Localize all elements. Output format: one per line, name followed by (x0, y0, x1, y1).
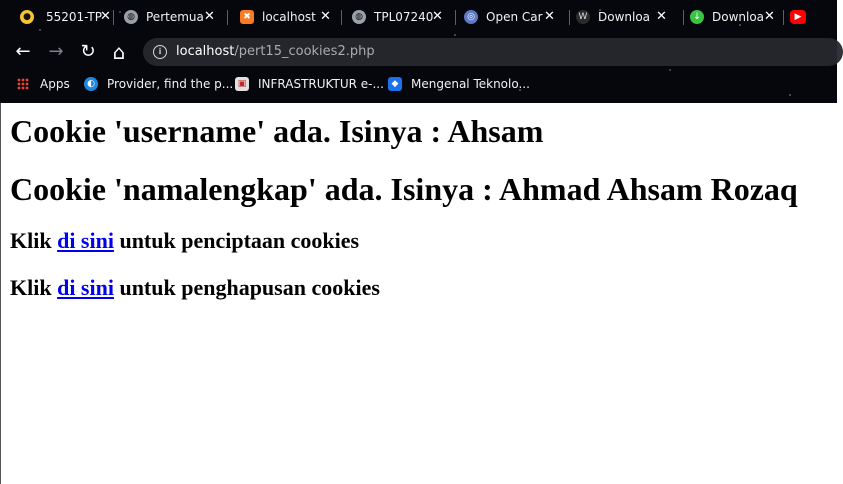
line-prefix: Klik (10, 275, 58, 300)
back-icon[interactable]: ← (15, 41, 31, 62)
bookmark-label: Apps (40, 77, 70, 91)
tab-download-2[interactable] (684, 0, 784, 34)
bookmark-label: INFRASTRUKTUR e-... (258, 77, 384, 91)
bookmark-apps[interactable] (17, 76, 70, 92)
bookmark-provider[interactable] (84, 76, 233, 92)
url-path: /pert15_cookies2.php (234, 44, 375, 59)
url-host: localhost (176, 44, 235, 59)
tab-pertemuan[interactable] (114, 0, 228, 34)
w-icon: W (576, 10, 590, 24)
info-icon[interactable]: i (153, 45, 167, 59)
close-icon[interactable]: ✕ (204, 9, 215, 24)
tab-title: Downloa (712, 10, 765, 24)
tab-title: TPL07240 (374, 10, 434, 24)
delete-cookies-line (10, 275, 380, 301)
tab-title: localhost (262, 10, 316, 24)
forward-icon[interactable]: → (48, 41, 64, 62)
bulb-icon: ● (20, 10, 34, 24)
close-icon[interactable]: ✕ (656, 9, 667, 24)
tab-open-car[interactable] (456, 0, 570, 34)
browser-chrome (0, 0, 837, 103)
tab-tpl07240[interactable] (342, 0, 456, 34)
tab-title: Pertemua (146, 10, 204, 24)
line-prefix: Klik (10, 228, 58, 253)
globe-icon: ◍ (352, 10, 366, 24)
create-cookies-link[interactable]: di sini (57, 228, 114, 253)
tab-localhost[interactable] (228, 0, 342, 34)
close-icon[interactable]: ✕ (764, 9, 775, 24)
close-icon[interactable]: ✕ (100, 9, 111, 24)
document-icon: ▣ (235, 77, 249, 91)
address-bar[interactable] (143, 38, 843, 66)
close-icon[interactable]: ✕ (544, 9, 555, 24)
home-icon[interactable]: ⌂ (112, 40, 126, 64)
url-text[interactable] (176, 44, 375, 60)
xampp-icon: ✖ (240, 10, 254, 24)
cookie-username-heading: Cookie 'username' ada. Isinya : Ahsam (10, 113, 544, 149)
bookmarks-bar (0, 70, 837, 98)
apps-grid-icon (17, 78, 29, 90)
page-content (0, 103, 837, 484)
create-cookies-line (10, 228, 359, 254)
tab-download-1[interactable] (570, 0, 684, 34)
bookmark-label: Provider, find the p... (107, 77, 234, 91)
tab-youtube[interactable] (784, 0, 837, 34)
tab-55201[interactable] (0, 0, 114, 34)
globe-icon: ◍ (124, 10, 138, 24)
toolbar (0, 34, 837, 70)
logo-icon: ◎ (464, 10, 478, 24)
tab-title: Open Car (486, 10, 543, 24)
line-suffix: untuk penciptaan cookies (113, 228, 360, 253)
cookie-namalengkap-heading: Cookie 'namalengkap' ada. Isinya : Ahmad Ahsam Rozaq (10, 171, 798, 207)
tab-title: 55201-TP (46, 10, 102, 24)
delete-cookies-link[interactable]: di sini (57, 275, 114, 300)
close-icon[interactable]: ✕ (432, 9, 443, 24)
youtube-icon: ▶ (790, 10, 806, 24)
bookmark-infrastruktur[interactable] (235, 76, 384, 92)
bookmark-mengenal[interactable] (388, 76, 530, 92)
bookmark-site-icon: ◆ (388, 77, 402, 91)
download-icon: ↓ (690, 10, 704, 24)
close-icon[interactable]: ✕ (320, 9, 331, 24)
tab-title: Downloa (598, 10, 651, 24)
tab-strip (0, 0, 837, 34)
bookmark-label: Mengenal Teknolo... (411, 77, 530, 91)
reload-icon[interactable]: ↻ (80, 41, 96, 62)
line-suffix: untuk penghapusan cookies (113, 275, 380, 300)
provider-icon: ◐ (84, 77, 98, 91)
